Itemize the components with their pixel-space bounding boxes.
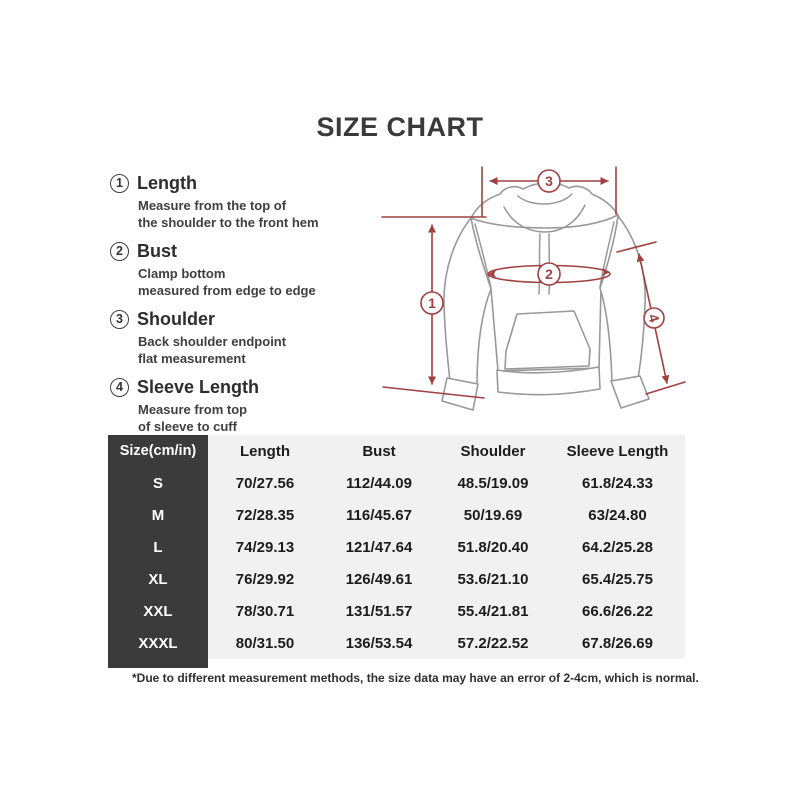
legend-item-title (110, 172, 375, 194)
size-label: S (152, 474, 163, 492)
circled-number-2: 2 (110, 242, 129, 261)
legend-item-title (110, 240, 375, 262)
table-cell: 136/53.54 (345, 634, 413, 652)
hoodie-right-cuff (611, 376, 649, 408)
table-cell: 48.5/19.09 (457, 474, 529, 492)
table-cell: 55.4/21.81 (457, 602, 529, 620)
legend-desc-line: Back shoulder endpoint (138, 334, 287, 349)
table-cell: 76/29.92 (235, 570, 295, 588)
legend-item-label: Bust (137, 240, 177, 261)
hoodie-pocket (505, 311, 590, 369)
legend-desc-line: flat measurement (138, 351, 246, 366)
table-header-cell: Sleeve Length (566, 442, 669, 460)
size-label: XXXL (138, 634, 178, 652)
marker-label-4: 4 (645, 311, 663, 325)
legend-item-desc (138, 265, 375, 299)
drawstring-left (539, 234, 540, 294)
measurements-grid (208, 435, 685, 659)
table-cell: 57.2/22.52 (457, 634, 529, 652)
legend-desc-line: Measure from the top of (138, 198, 287, 213)
table-cell: 67.8/26.69 (582, 634, 653, 652)
measurement-legend (110, 172, 375, 444)
table-cell: 80/31.50 (235, 634, 295, 652)
table-cell: 51.8/20.40 (457, 538, 529, 556)
legend-item-length (110, 172, 375, 231)
table-cell: 61.8/24.33 (582, 474, 653, 492)
legend-item-label: Sleeve Length (137, 376, 260, 397)
size-label: XXL (143, 602, 173, 620)
size-label: L (153, 538, 163, 556)
circled-number-3: 3 (110, 310, 129, 329)
circled-number-1: 1 (110, 174, 129, 193)
table-header-cell: Length (240, 442, 290, 460)
table-cell: 64.2/25.28 (582, 538, 653, 556)
table-cell: 70/27.56 (235, 474, 295, 492)
table-cell: 121/47.64 (345, 538, 413, 556)
legend-item-desc (138, 197, 375, 231)
table-cell: 53.6/21.10 (457, 570, 529, 588)
table-cell: 131/51.57 (345, 602, 413, 620)
legend-desc-line: Clamp bottom (138, 266, 226, 281)
legend-item-sleeve-length (110, 376, 375, 435)
table-cell: 72/28.35 (235, 506, 295, 524)
size-label: M (151, 506, 165, 524)
marker-label-3: 3 (545, 173, 553, 189)
marker-label-1: 1 (428, 295, 436, 311)
table-cell: 126/49.61 (345, 570, 413, 588)
sleeve-extent-line-bottom (646, 382, 685, 394)
legend-desc-line: of sleeve to cuff (138, 419, 237, 434)
marker-label-2: 2 (545, 266, 553, 282)
page-title: SIZE CHART (316, 112, 484, 142)
table-cell: 112/44.09 (346, 474, 412, 492)
legend-item-desc (138, 401, 375, 435)
table-cell: 116/45.67 (346, 506, 412, 524)
legend-item-label: Shoulder (137, 308, 216, 329)
circled-number-4: 4 (110, 378, 129, 397)
table-header-cell: Size(cm/in) (119, 443, 197, 459)
legend-item-bust (110, 240, 375, 299)
size-table (108, 435, 685, 668)
legend-item-label: Length (137, 172, 197, 193)
legend-item-title (110, 376, 375, 398)
table-cell: 50/19.69 (463, 506, 523, 524)
legend-desc-line: measured from edge to edge (138, 283, 316, 298)
size-column (108, 435, 208, 668)
hoodie-measurement-diagram (360, 150, 700, 422)
table-header-cell: Bust (362, 442, 396, 460)
hoodie-hem-band (497, 367, 600, 395)
table-cell: 78/30.71 (235, 602, 295, 620)
table-cell: 66.6/26.22 (582, 602, 653, 620)
table-header-cell: Shoulder (460, 442, 526, 460)
measurement-footnote: *Due to different measurement methods, the size data may have an error of 2-4cm, which is normal. (132, 671, 699, 685)
legend-item-desc (138, 333, 375, 367)
legend-desc-line: the shoulder to the front hem (138, 215, 319, 230)
legend-item-shoulder (110, 308, 375, 367)
legend-item-title (110, 308, 375, 330)
table-cell: 63/24.80 (588, 506, 647, 524)
table-cell: 74/29.13 (235, 538, 295, 556)
size-label: XL (148, 570, 168, 588)
table-cell: 65.4/25.75 (582, 570, 653, 588)
legend-desc-line: Measure from top (138, 402, 248, 417)
